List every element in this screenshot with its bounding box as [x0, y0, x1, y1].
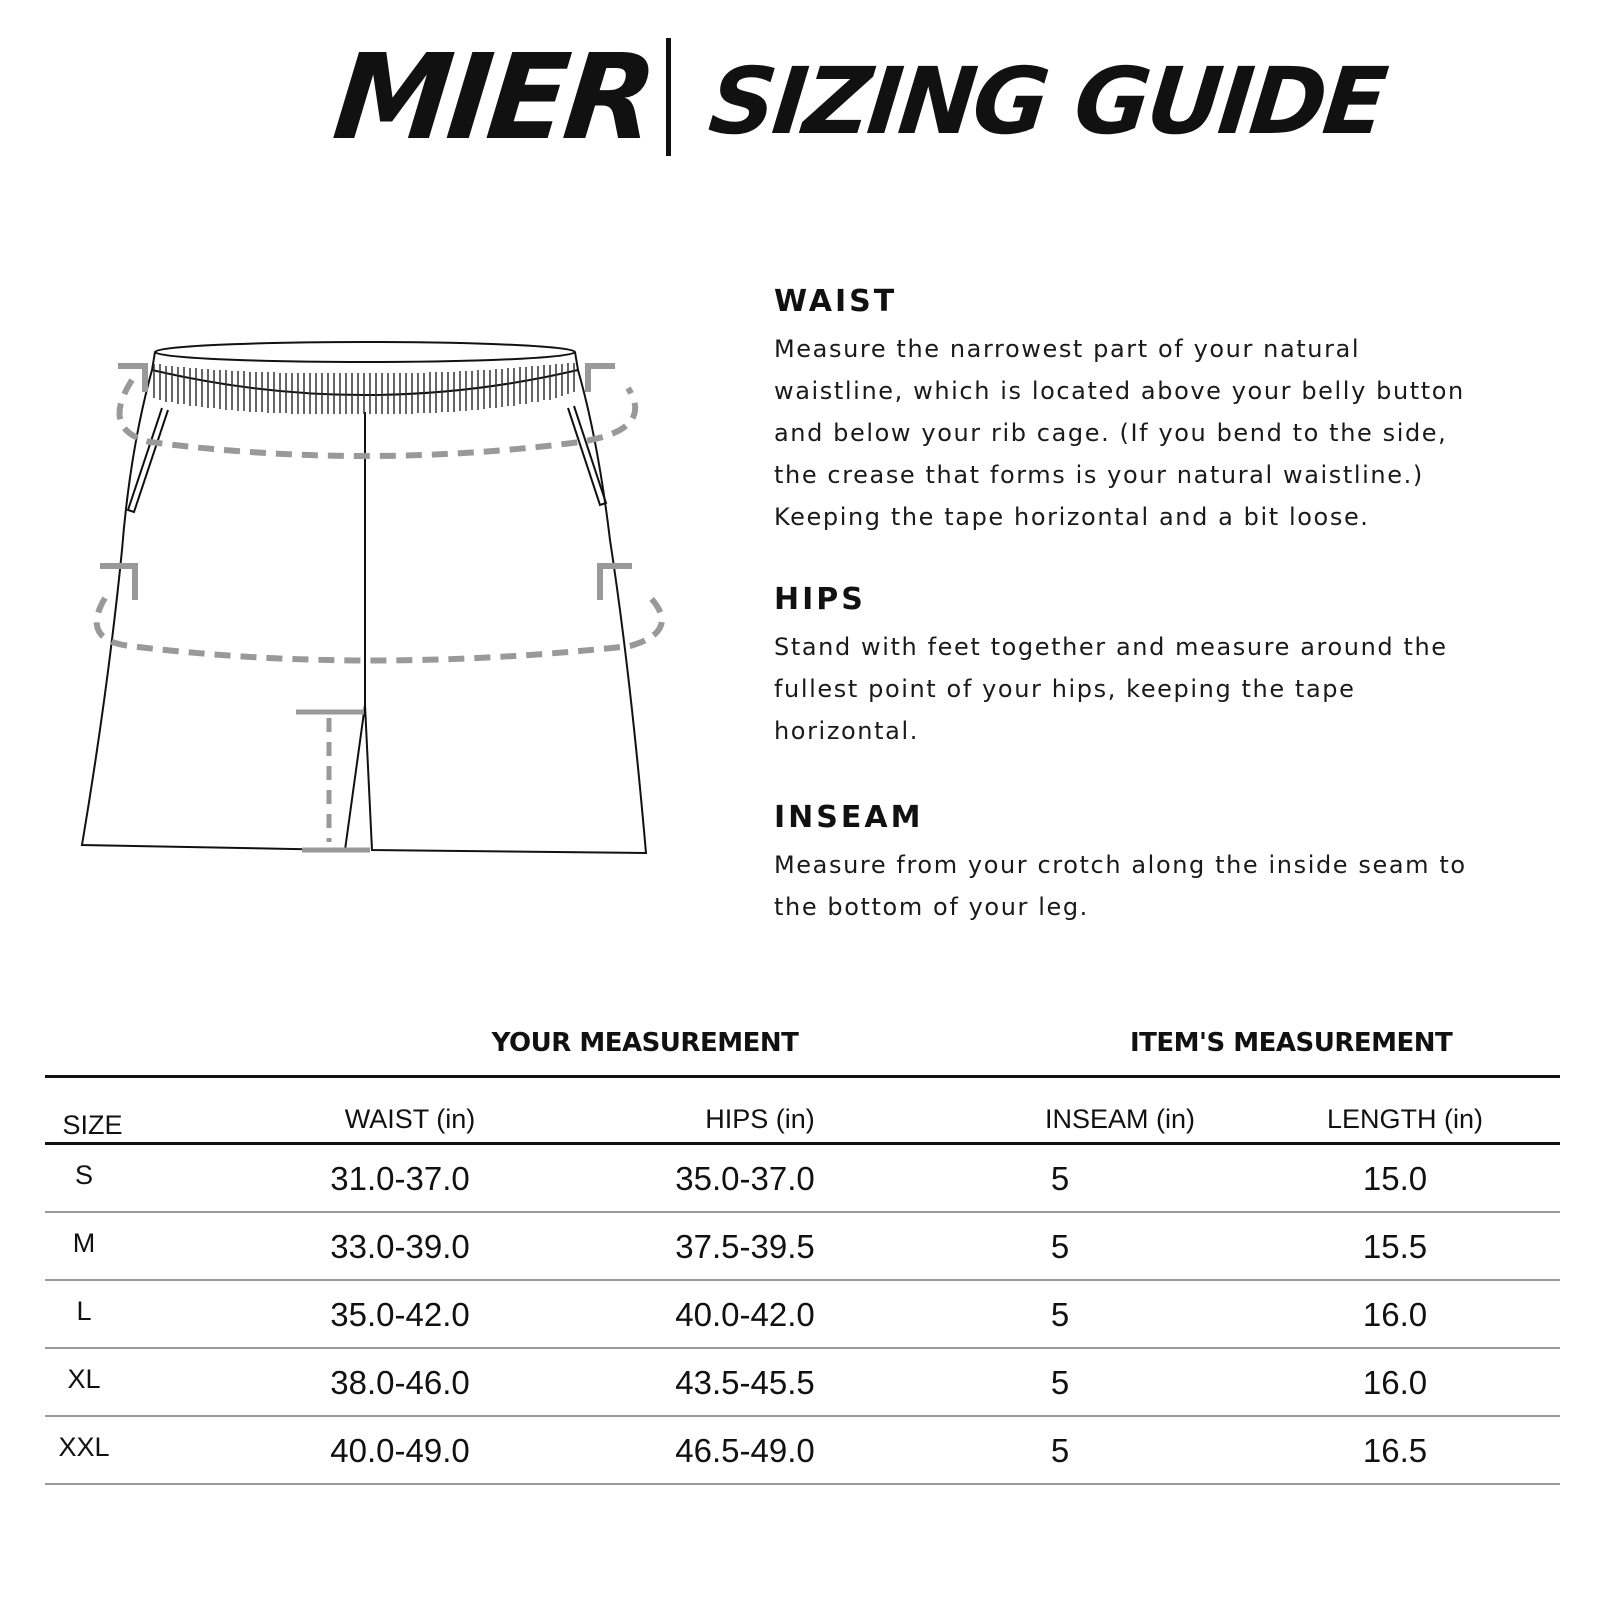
column-header-length: LENGTH (in): [1326, 1104, 1483, 1134]
size-cell: M: [72, 1228, 96, 1258]
waist-description: [774, 328, 1494, 538]
table-top-rule: [45, 1075, 1560, 1078]
hips-cell: 40.0-42.0: [675, 1296, 815, 1333]
waist-line: the crease that forms is your natural waistline.): [774, 461, 1424, 489]
waist-cell: 31.0-37.0: [330, 1160, 470, 1197]
size-cell: L: [76, 1296, 92, 1326]
inseam-line: the bottom of your leg.: [774, 893, 1089, 921]
table-row: [45, 1281, 1560, 1349]
waist-line: Measure the narrowest part of your natural: [774, 335, 1361, 363]
waistband-top: [155, 342, 575, 362]
column-header-hips: HIPS (in): [705, 1104, 815, 1134]
inseam-cell: 5: [1050, 1296, 1070, 1333]
left-pocket: [128, 408, 168, 512]
inseam-section: [774, 798, 1494, 928]
row-divider: [45, 1483, 1560, 1485]
column-header-size: SIZE: [62, 1110, 123, 1140]
shorts-illustration: [70, 330, 710, 890]
waist-cell: 35.0-42.0: [330, 1296, 470, 1333]
size-cell: S: [74, 1160, 93, 1190]
waist-section: [774, 282, 1494, 538]
inseam-line: Measure from your crotch along the inside seam to: [774, 851, 1467, 879]
table-row: [45, 1213, 1560, 1281]
waist-tape: [120, 380, 636, 456]
inseam-cell: 5: [1050, 1432, 1070, 1469]
hips-line: fullest point of your hips, keeping the tape: [774, 675, 1356, 703]
hips-description: [774, 626, 1494, 752]
hips-cell: 37.5-39.5: [675, 1228, 815, 1265]
inseam-cell: 5: [1050, 1364, 1070, 1401]
table-row: [45, 1145, 1560, 1213]
hips-tape: [97, 592, 662, 661]
length-cell: 16.0: [1362, 1296, 1428, 1333]
brand-logo: MIER: [327, 28, 660, 166]
title-divider: [666, 38, 671, 156]
hips-cell: 35.0-37.0: [675, 1160, 815, 1197]
waist-heading: WAIST: [774, 284, 898, 319]
size-cell: XXL: [58, 1432, 110, 1462]
right-pocket: [568, 406, 606, 505]
waist-cell: 40.0-49.0: [330, 1432, 470, 1469]
hips-line: horizontal.: [774, 717, 919, 745]
waist-line: waistline, which is located above your belly button: [774, 377, 1465, 405]
column-header-inseam: INSEAM (in): [1044, 1104, 1196, 1134]
length-cell: 16.5: [1362, 1432, 1428, 1469]
inseam-description: [774, 844, 1494, 928]
inseam-cell: 5: [1050, 1228, 1070, 1265]
hips-heading: HIPS: [774, 582, 866, 617]
table-row: [45, 1417, 1560, 1485]
column-header-waist: WAIST (in): [344, 1104, 476, 1134]
shorts-drawing: [70, 330, 710, 890]
hips-line: Stand with feet together and measure around the: [774, 633, 1448, 661]
length-cell: 15.5: [1362, 1228, 1428, 1265]
group-header-item-measurement: ITEM'S MEASUREMENT: [1130, 1028, 1453, 1058]
group-header-your-measurement: YOUR MEASUREMENT: [491, 1028, 799, 1058]
waist-line: Keeping the tape horizontal and a bit loose.: [774, 503, 1370, 531]
inseam-heading: INSEAM: [774, 800, 924, 835]
waistband-elastic: [154, 363, 574, 414]
hips-cell: 43.5-45.5: [675, 1364, 815, 1401]
inseam-measure: [296, 712, 370, 850]
hips-cell: 46.5-49.0: [675, 1432, 815, 1469]
waist-cell: 38.0-46.0: [330, 1364, 470, 1401]
length-cell: 15.0: [1362, 1160, 1428, 1197]
waist-cell: 33.0-39.0: [330, 1228, 470, 1265]
waist-line: and below your rib cage. (If you bend to the side,: [774, 419, 1448, 447]
length-cell: 16.0: [1362, 1364, 1428, 1401]
page-title: SIZING GUIDE: [704, 48, 1390, 155]
inseam-cell: 5: [1050, 1160, 1070, 1197]
header: [0, 0, 1600, 200]
table-row: [45, 1349, 1560, 1417]
size-cell: XL: [67, 1364, 101, 1394]
hips-section: [774, 580, 1494, 752]
